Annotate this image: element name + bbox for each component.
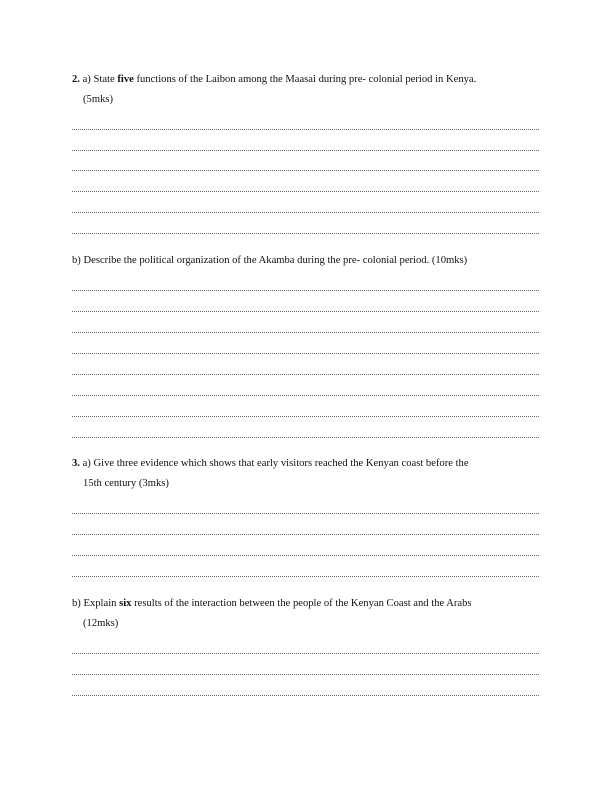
question-2a-line1: 2. a) State five functions of the Laibon among the Maasai during pre- colonial period in Kenya. xyxy=(72,74,477,85)
question-continuation: 15th century (3mks) xyxy=(83,478,169,489)
question-2a xyxy=(72,70,542,110)
answer-line[interactable] xyxy=(72,191,539,192)
answer-line[interactable] xyxy=(72,150,539,151)
answer-line[interactable] xyxy=(72,416,539,417)
answer-line[interactable] xyxy=(72,395,539,396)
answer-line[interactable] xyxy=(72,129,539,130)
answer-line[interactable] xyxy=(72,290,539,291)
answer-line[interactable] xyxy=(72,695,539,696)
question-text: Describe the political organization of the Akamba during the pre- colonial period. (10mks) xyxy=(83,255,468,266)
answer-line[interactable] xyxy=(72,576,539,577)
answer-line[interactable] xyxy=(72,212,539,213)
answer-line[interactable] xyxy=(72,534,539,535)
emphasis: five xyxy=(117,74,134,85)
question-text: Give three evidence which shows that early visitors reached the Kenyan coast before the xyxy=(93,458,469,469)
question-marks: (5mks) xyxy=(83,94,114,105)
answer-line[interactable] xyxy=(72,311,539,312)
question-number: 3. xyxy=(72,458,80,469)
answer-line[interactable] xyxy=(72,437,539,438)
answer-line[interactable] xyxy=(72,233,539,234)
question-2b: b) Describe the political organization of the Akamba during the pre- colonial period. (10mks) xyxy=(72,255,468,266)
answer-line[interactable] xyxy=(72,353,539,354)
question-3a: 3. a) Give three evidence which shows that early visitors reached the Kenyan coast before the 15th century (3mks) xyxy=(72,454,542,494)
question-marks: (12mks) xyxy=(83,618,119,629)
answer-line[interactable] xyxy=(72,170,539,171)
answer-line[interactable] xyxy=(72,653,539,654)
answer-line[interactable] xyxy=(72,555,539,556)
answer-line[interactable] xyxy=(72,513,539,514)
answer-line[interactable] xyxy=(72,374,539,375)
emphasis: six xyxy=(119,598,132,609)
answer-line[interactable] xyxy=(72,674,539,675)
answer-line[interactable] xyxy=(72,332,539,333)
question-number: 2. xyxy=(72,74,80,85)
question-3b: b) Explain six results of the interaction between the people of the Kenyan Coast and the Arabs (12mks) xyxy=(72,594,542,634)
